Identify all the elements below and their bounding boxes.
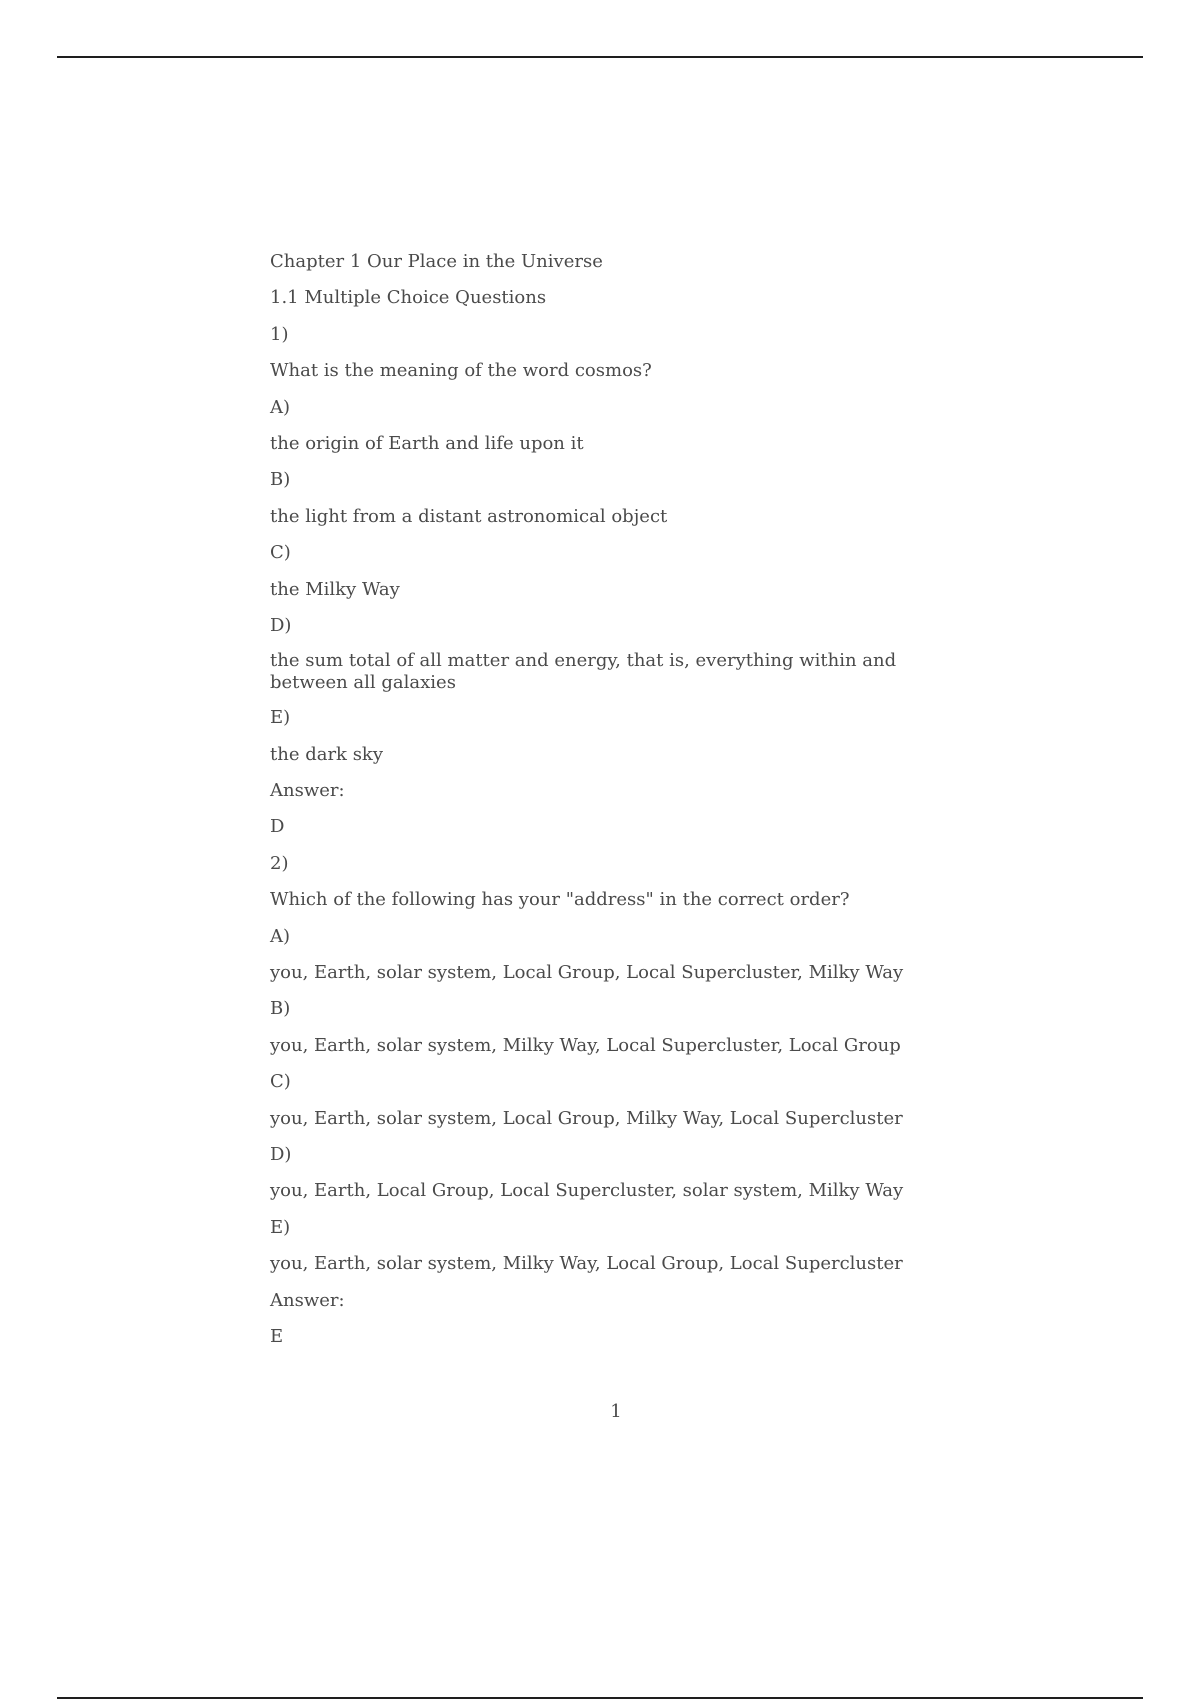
option-label: D) <box>270 1143 292 1165</box>
question-text: Which of the following has your "address" in the correct order? <box>270 889 850 911</box>
question-text: What is the meaning of the word cosmos? <box>270 360 652 382</box>
option-label: C) <box>270 1071 291 1093</box>
question-number: 2) <box>270 852 289 874</box>
chapter-title: Chapter 1 Our Place in the Universe <box>270 251 603 272</box>
option-text: the origin of Earth and life upon it <box>270 432 584 454</box>
option-text: you, Earth, Local Group, Local Supercluster, solar system, Milky Way <box>270 1180 904 1202</box>
option-text: the dark sky <box>270 743 384 765</box>
option-label: C) <box>270 542 291 564</box>
option-label: D) <box>270 614 292 636</box>
answer-label: Answer: <box>270 1289 345 1311</box>
option-label: B) <box>270 998 291 1020</box>
option-label: E) <box>270 707 291 729</box>
option-text: you, Earth, solar system, Milky Way, Local Group, Local Supercluster <box>270 1253 903 1275</box>
answer-label: Answer: <box>270 780 345 802</box>
option-text: the sum total of all matter and energy, that is, everything within and between all galaxies <box>270 650 897 694</box>
page-number: 1 <box>610 1401 622 1422</box>
option-text: you, Earth, solar system, Local Group, Local Supercluster, Milky Way <box>270 962 904 984</box>
top-rule <box>57 56 1143 58</box>
option-label: A) <box>270 396 291 418</box>
option-label: E) <box>270 1216 291 1238</box>
option-text: you, Earth, solar system, Local Group, Milky Way, Local Supercluster <box>270 1107 903 1129</box>
answer-value: E <box>270 1325 284 1347</box>
option-text: the light from a distant astronomical object <box>270 505 668 527</box>
page-content <box>270 250 970 1361</box>
question-number: 1) <box>270 323 289 345</box>
option-label: B) <box>270 469 291 491</box>
answer-value: D <box>270 816 285 838</box>
option-label: A) <box>270 925 291 947</box>
option-text: you, Earth, solar system, Milky Way, Local Supercluster, Local Group <box>270 1034 901 1056</box>
option-text: the Milky Way <box>270 578 400 600</box>
bottom-rule <box>57 1697 1143 1699</box>
section-title: 1.1 Multiple Choice Questions <box>270 287 547 309</box>
